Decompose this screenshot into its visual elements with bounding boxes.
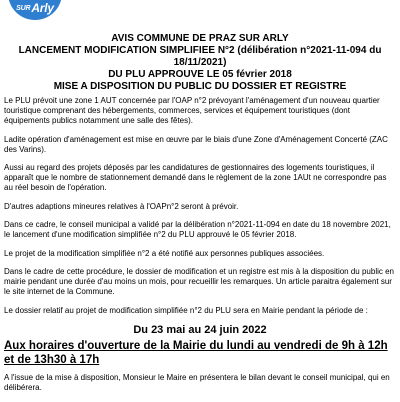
paragraph-periode: Le dossier relatif au projet de modification simplifiée n°2 du PLU sera en Mairie pendant la période de :	[4, 305, 368, 315]
logo-small-text: SUR	[16, 5, 31, 12]
consultation-dates: Du 23 mai au 24 juin 2022	[133, 324, 267, 336]
notice-header	[10, 33, 390, 93]
paragraph-stationnement: Aussi au regard des projets déposés par les candidatures de gestionnaires des logements touristiques, il apparaît que le nombre de stationnement demandé dans le règlement de la zone 1AUt ne correspondre pas au réel besoin de l'opération.	[4, 163, 387, 192]
notice-body	[4, 96, 396, 402]
paragraph-zone-1aut: Le PLU prévoit une zone 1 AUT concernée par l'OAP n°2 prévoyant l'aménagement d'un nouveau quartier touristique comprenant des hébergements, commerces, services et équipement touristiques (dont équipements publics notamment une salle des fêtes).	[4, 96, 380, 125]
paragraph-deliberation: Dans ce cadre, le conseil municipal a validé par la délibération n°2021-11-094 en date du 18 novembre 2021, le lancement d'une modification simplifiée n°2 du PLU approuvé le 05 février 2018.	[4, 220, 391, 239]
header-line-5: MISE A DISPOSITION DU PUBLIC DU DOSSIER ET REGISTRE	[53, 81, 347, 92]
logo-wordmark	[16, 2, 54, 14]
paragraph-adaptations: D'autres adaptions mineures relatives à l'OAPn°2 seront à prévoir.	[4, 201, 239, 211]
paragraph-procedure: Dans le cadre de cette procédure, le dossier de modification et un registre est mis à la disposition du public en mairie pendant une durée d'au moins un mois, pour recueillir les remarques. Un article paraitra également sur le site internet de la Commune.	[4, 267, 394, 296]
header-line-4: DU PLU APPROUVE LE 05 février 2018	[108, 69, 292, 80]
header-line-3: 18/11/2021)	[173, 57, 227, 68]
paragraph-zac: Ladite opération d'aménagement est mise en œuvre par le biais d'une Zone d'Aménagement Concerté (ZAC des Varins).	[4, 134, 388, 154]
paragraph-bilan: A l'issue de la mise à disposition, Monsieur le Maire en présentera le bilan devant le conseil municipal, qui en délibérera.	[4, 373, 390, 392]
header-line-2: LANCEMENT MODIFICATION SIMPLIFIEE N°2 (délibération n°2021-11-094 du	[18, 45, 382, 56]
header-line-1: AVIS COMMUNE DE PRAZ SUR ARLY	[111, 33, 289, 44]
opening-hours: Aux horaires d'ouverture de la Mairie du lundi au vendredi de 9h à 12h et de 13h30 à 17h	[4, 340, 388, 366]
logo-main-text: Arly	[31, 1, 54, 15]
paragraph-notification: Le projet de la modification simplifiée n°2 a été notifié aux personnes publiques associées.	[4, 248, 325, 258]
commune-logo	[8, 0, 62, 20]
